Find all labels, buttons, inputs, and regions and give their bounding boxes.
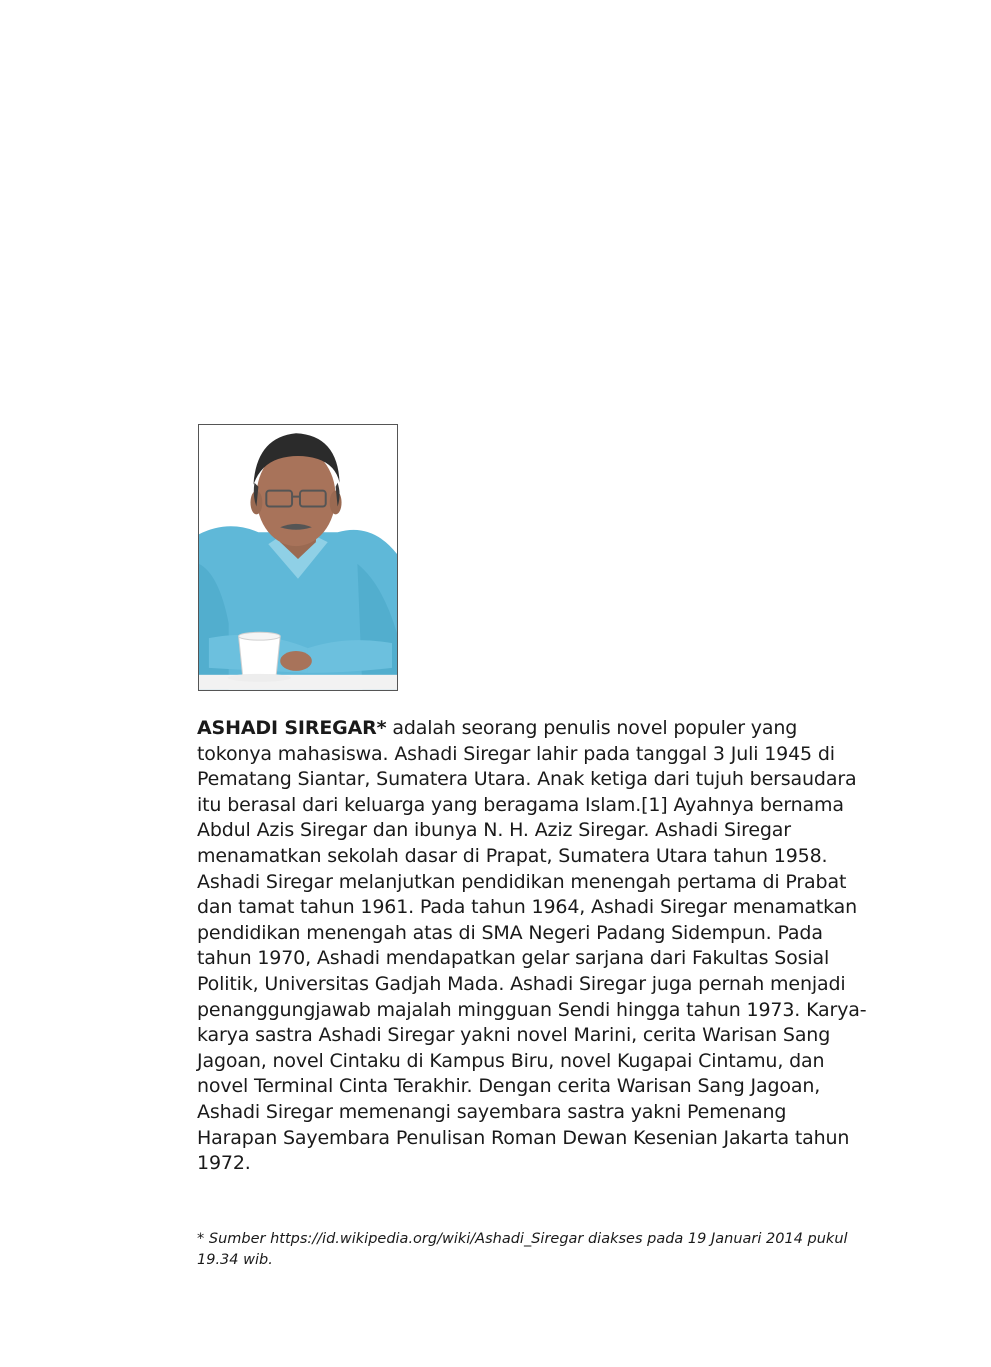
author-biography xyxy=(197,716,867,1177)
author-portrait xyxy=(198,424,398,691)
author-biography-text: adalah seorang penulis novel populer yang tokonya mahasiswa. Ashadi Siregar lahir pada tanggal 3 Juli 1945 di Pematang Siantar, Sumatera Utara. Anak ketiga dari tujuh bersaudara itu berasal dari keluarga yang beragama Islam.[1] Ayahnya bernama Abdul Azis Siregar dan ibunya N. H. Aziz Siregar. Ashadi Siregar menamatkan sekolah dasar di Prapat, Sumatera Utara tahun 1958. Ashadi Siregar melanjutkan pendidikan menengah pertama di Prabat dan tamat tahun 1961. Pada tahun 1964, Ashadi Siregar menamatkan pendidikan menengah atas di SMA Negeri Padang Sidempun. Pada tahun 1970, Ashadi mendapatkan gelar sarjana dari Fakultas Sosial Politik, Universitas Gadjah Mada. Ashadi Siregar juga pernah menjadi penanggungjawab majalah mingguan Sendi hingga tahun 1973. Karya-karya sastra Ashadi Siregar yakni novel Marini, cerita Warisan Sang Jagoan, novel Cintaku di Kampus Biru, novel Kugapai Cintamu, dan novel Terminal Cinta Terakhir. Dengan cerita Warisan Sang Jagoan, Ashadi Siregar memenangi sayembara sastra yakni Pemenang Harapan Sayembara Penulisan Roman Dewan Kesenian Jakarta tahun 1972. xyxy=(197,717,867,1175)
author-portrait-illustration xyxy=(199,425,397,690)
author-name: ASHADI SIREGAR* xyxy=(197,717,387,739)
source-footnote: * Sumber https://id.wikipedia.org/wiki/Ashadi_Siregar diakses pada 19 Januari 2014 pukul 19.34 wib. xyxy=(197,1231,848,1268)
